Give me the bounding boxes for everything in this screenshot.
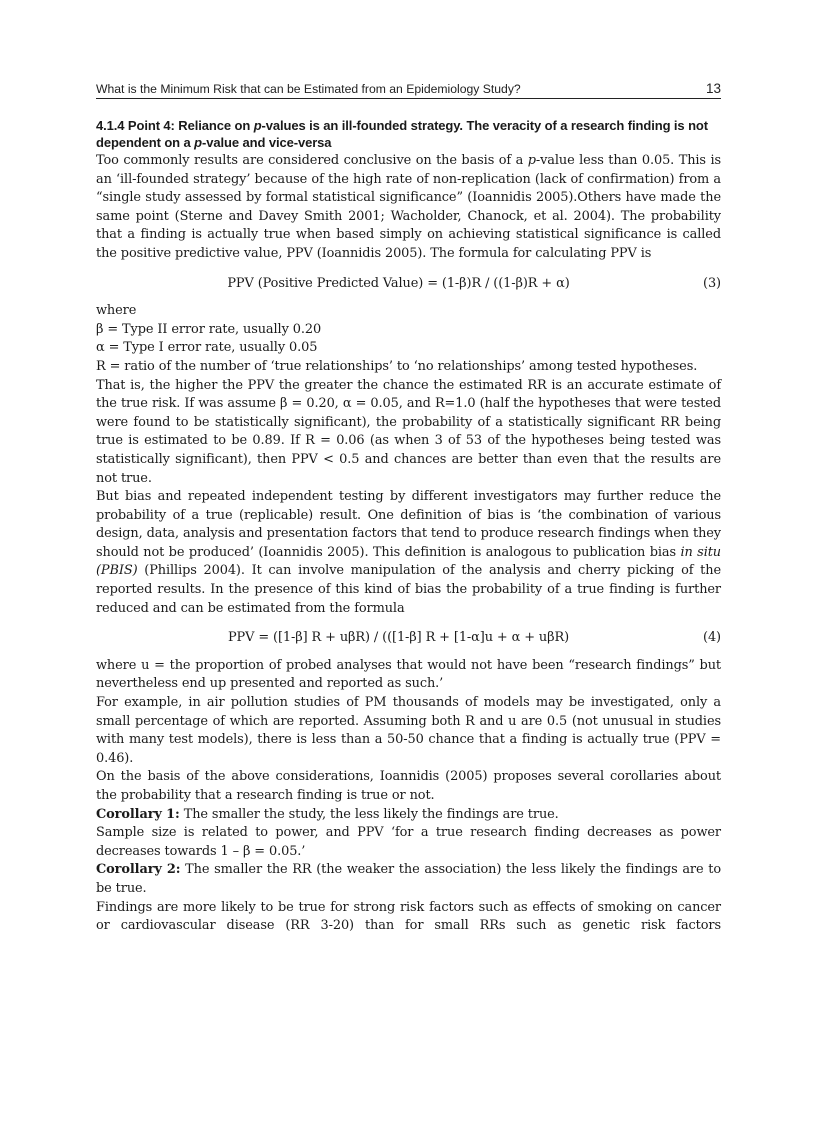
- running-header: [96, 78, 721, 99]
- heading-text: -values is an ill-founded strategy. The veracity of a research finding is not dependent on a: [96, 118, 708, 150]
- equation-formula: PPV = ([1-β] R + uβR) / (([1-β] R + [1-α]u + α + uβR): [227, 630, 569, 646]
- page-number: 13: [705, 81, 721, 96]
- definition-r: R = ratio of the number of ‘true relationships’ to ‘no relationships’ among tested hypotheses.: [96, 358, 698, 374]
- corollary-label: Corollary 1:: [96, 806, 180, 822]
- heading-italic-p: p: [253, 118, 262, 133]
- corollary-text: The smaller the RR (the weaker the association) the less likely the findings are to be true.: [96, 862, 721, 896]
- definition-alpha: α = Type I error rate, usually 0.05: [96, 340, 318, 356]
- equation-number: (4): [703, 630, 721, 646]
- text-run: But bias and repeated independent testing by different investigators may further reduce the probability of a true (replicable) result. One definition of bias is ‘the combination of various design, data, analysis and presentation factors that tend to produce research findings when they should not be produced’ (Ioannidis 2005). This definition is analogous to publication bias: [96, 489, 721, 560]
- heading-italic-p: p: [194, 135, 203, 150]
- corollary-text: The smaller the study, the less likely the findings are true.: [179, 806, 559, 822]
- text-run: (Phillips 2004). It can involve manipulation of the analysis and cherry picking of the reported results. In the presence of this kind of bias the probability of a true finding is further reduced and can be estimated from the formula: [96, 563, 721, 616]
- paragraph-u-definition: where u = the proportion of probed analyses that would not have been “research findings” but nevertheless end up presented and reported as such.’: [96, 657, 721, 692]
- paragraph-sample-size: Sample size is related to power, and PPV ‘for a true research finding decreases as power decreases towards 1 – β = 0.05.’: [96, 825, 721, 859]
- equation-number: (3): [703, 275, 721, 291]
- page-body: [96, 117, 721, 936]
- paragraph-bias: [96, 488, 721, 618]
- paragraph-p-values: [96, 152, 721, 264]
- running-title: What is the Minimum Risk that can be Estimated from an Epidemiology Study?: [96, 82, 521, 96]
- equation-3: [96, 275, 721, 294]
- paragraph-ppv-interpretation: That is, the higher the PPV the greater the chance the estimated RR is an accurate estimate of the true risk. If was assume β = 0.20, α = 0.05, and R=1.0 (half the hypotheses that were tested were found to be statistically significant), the probability of a statistically significant RR being true is estimated to be 0.89. If R = 0.06 (as when 3 of 53 of the hypotheses being tested was statistically significant), then PPV < 0.5 and chances are better than even that the results are not true.: [96, 377, 721, 486]
- corollary-label: Corollary 2:: [96, 862, 181, 878]
- text-run: Too commonly results are considered conclusive on the basis of a: [96, 153, 528, 168]
- equation-4: [96, 629, 721, 648]
- italic-text: p: [527, 153, 536, 168]
- corollary-1: [96, 806, 721, 825]
- where-label: where: [96, 303, 137, 319]
- text-run: -value less than 0.05. This is an ‘ill-founded strategy’ because of the high rate of non-replication (lack of confirmation) from a “single study assessed by formal statistical significance” (Ioannidis 2005).Others have made the same point (Sterne and Davey Smith 2001; Wacholder, Chanock, et al. 2004). The probability that a finding is actually true when based simply on achieving statistical significance is called the positive predictive value, PPV (Ioannidis 2005). The formula for calculating PPV is: [96, 153, 721, 261]
- paragraph-corollaries-intro: On the basis of the above considerations, Ioannidis (2005) proposes several corollaries about the probability that a research finding is true or not.: [96, 769, 721, 803]
- heading-text: -value and vice-versa: [202, 135, 332, 150]
- paragraph-strong-risk-factors: Findings are more likely to be true for strong risk factors such as effects of smoking on cancer or cardiovascular disease (RR 3-20) than for small RRs such as genetic risk factors: [96, 899, 721, 934]
- corollary-2: [96, 861, 721, 898]
- paragraph-air-pollution-example: For example, in air pollution studies of PM thousands of models may be investigated, only a small percentage of which are reported. Assuming both R and u are 0.5 (not unusual in studies with many test models), there is less than a 50-50 chance that a finding is actually true (PPV = 0.46).: [96, 695, 721, 766]
- italic-text: in situ (PBIS): [96, 544, 721, 579]
- section-heading: [96, 117, 721, 151]
- heading-text: 4.1.4 Point 4: Reliance on: [96, 118, 254, 133]
- definition-beta: β = Type II error rate, usually 0.20: [96, 321, 322, 337]
- equation-formula: PPV (Positive Predicted Value) = (1-β)R / ((1-β)R + α): [227, 275, 570, 291]
